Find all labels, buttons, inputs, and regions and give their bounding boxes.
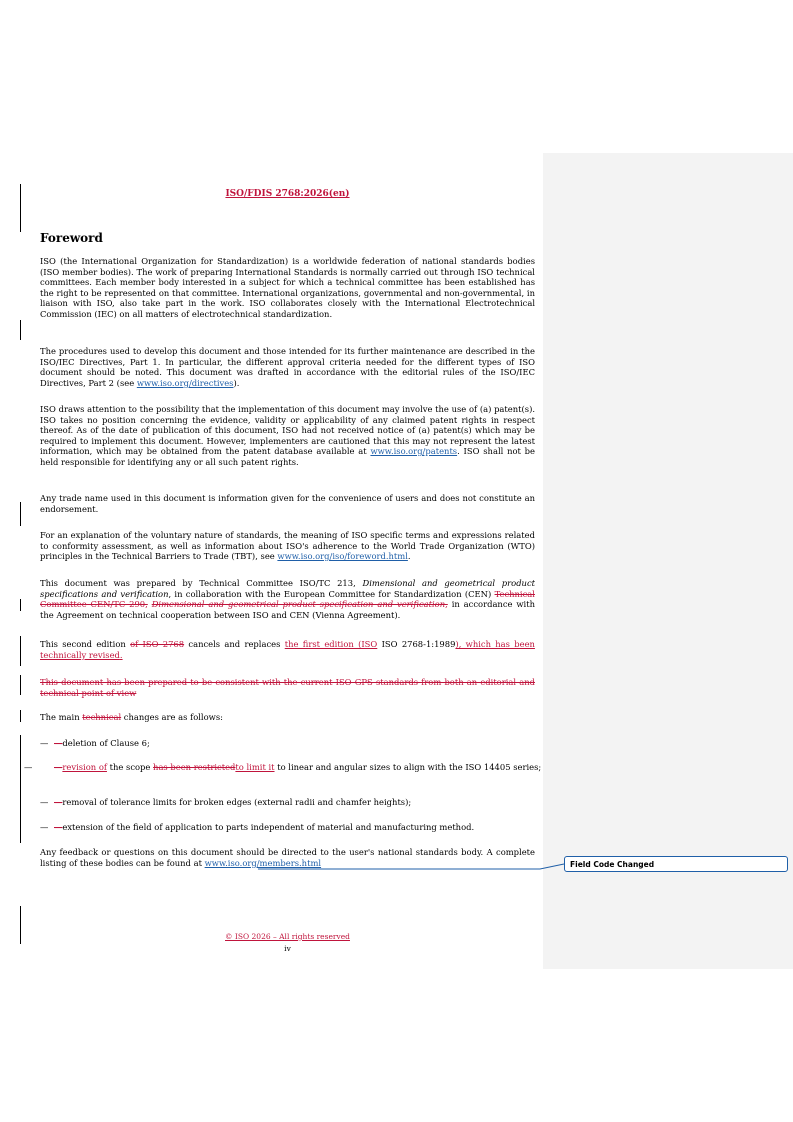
list-dash: —: [40, 797, 49, 807]
change-bar: [20, 320, 21, 340]
inserted-text: ), which has been technically revised: [40, 639, 535, 660]
comment-balloon[interactable]: Field Code Changed: [564, 856, 788, 872]
text: Any feedback or questions on this document should be directed to the user's national standards body. A complete listing of these bodies can be found at: [40, 847, 535, 868]
list-item-text: removal of tolerance limits for broken edges (external radii and chamfer heights);: [62, 797, 412, 807]
list-item-text: deletion of Clause 6;: [62, 738, 150, 748]
inserted-text: revision of: [62, 762, 107, 772]
change-bar: [20, 710, 21, 722]
list-item: [40, 738, 535, 749]
paragraph-voluntary-nature: [40, 530, 535, 562]
committee-title: Dimensional and geometrical product specifications and verification: [40, 578, 536, 599]
list-item: [24, 762, 551, 773]
list-dash: —: [24, 762, 33, 772]
footer-copyright: © ISO 2026 – All rights reserved: [225, 932, 350, 941]
deleted-text: of ISO 2768: [130, 639, 185, 649]
foreword-link[interactable]: www.iso.org/iso/foreword.html: [277, 551, 408, 561]
paragraph-prepared-by: [40, 578, 535, 620]
text: .: [407, 551, 411, 561]
deleted-text: technical: [82, 712, 122, 722]
text: the scope: [109, 762, 151, 772]
deleted-text: This document has been prepared to be consistent with the current ISO GPS standards from both an editorial and technical point of view: [40, 677, 535, 698]
paragraph-trade-name: Any trade name used in this document is information given for the convenience of users and does not constitute an endorsement.: [40, 493, 535, 514]
paragraph-second-edition: [40, 639, 535, 660]
paragraph-iso-intro: ISO (the International Organization for Standardization) is a worldwide federation of national standards bodies (ISO member bodies). The work of preparing International Standards is normally carried out through ISO technical committees. Each member body interested in a subject for which a technical committee has been established has the right to be represented on that committee. International organizations, governmental and non-governmental, in liaison with ISO, also take part in the work. ISO collaborates closely with the International Electrotechnical Commission (IEC) on all matters of electrotechnical standardization.: [40, 256, 535, 319]
inserted-text: to limit it: [235, 762, 275, 772]
change-bar: [20, 599, 21, 611]
text: The procedures used to develop this document and those intended for its further maintenance are described in the ISO/IEC Directives, Part 1. In particular, the different approval criteria needed for the different types of ISO document should be noted. This document was drafted in accordance with the editorial rules of the ISO/IEC Directives, Part 2 (see: [40, 346, 535, 388]
paragraph-procedures: [40, 346, 535, 388]
deleted-dash: —: [54, 738, 63, 748]
footer-page-number: iv: [284, 944, 291, 953]
members-link[interactable]: www.iso.org/members.html: [204, 857, 322, 868]
directives-link[interactable]: www.iso.org/directives: [136, 377, 234, 388]
list-item: [40, 822, 535, 833]
change-bar: [20, 502, 21, 526]
deleted-dash: —: [54, 797, 63, 807]
paragraph-main-changes: [40, 712, 535, 723]
text: ).: [233, 377, 240, 388]
deleted-dash: —: [54, 762, 63, 772]
change-bar: [20, 906, 21, 944]
text: This document was prepared by Technical Committee ISO/TC 213,: [40, 578, 356, 588]
text: ISO 2768-1:1989: [381, 639, 456, 649]
paragraph-deleted-consistency: [40, 677, 535, 698]
inserted-text: the first edition (ISO: [284, 639, 378, 649]
list-dash: —: [40, 738, 49, 748]
deleted-text: Technical Committee CEN/TC 290,: [40, 588, 535, 609]
foreword-heading: Foreword: [40, 231, 103, 245]
change-bar: [20, 636, 21, 666]
change-bar: [20, 675, 21, 695]
change-bar: [20, 735, 21, 843]
document-id: ISO/FDIS 2768:2026(en): [225, 189, 350, 199]
list-item: [40, 797, 535, 808]
paragraph-patents: [40, 404, 535, 467]
list-item-text: extension of the field of application to parts independent of material and manufacturing method.: [62, 822, 475, 832]
deleted-text: has been restricted: [153, 762, 236, 772]
text: , in collaboration with the European Committee for Standardization (CEN): [168, 588, 492, 599]
patents-link[interactable]: www.iso.org/patents: [370, 446, 458, 456]
comments-margin-panel: [543, 153, 793, 969]
text: to linear and angular sizes to align with the ISO 14405 series;: [277, 762, 542, 772]
deleted-text: Dimensional and geometrical product specification and verification,: [151, 599, 448, 609]
text: ISO draws attention to the possibility that the implementation of this document may involve the use of (a) patent(s). ISO takes no position concerning the evidence, validity or applicability of any claimed patent rights in respect thereof. As of the date of publication of this document, ISO had not received notice of (a) patent(s) which may be required to implement this document. However, implementers are cautioned that this may not represent the latest information, which may be obtained from the patent database available at: [40, 404, 535, 456]
text: This second edition: [40, 639, 126, 649]
change-bar: [20, 184, 21, 232]
text: cancels and replaces: [188, 639, 281, 649]
text: in accordance with the Agreement on technical cooperation between ISO and CEN (Vienna Agreement).: [40, 599, 535, 620]
text: For an explanation of the voluntary nature of standards, the meaning of ISO specific terms and expressions related to conformity assessment, as well as information about ISO's adherence to the World Trade Organization (WTO) principles in the Technical Barriers to Trade (TBT), see: [40, 530, 535, 561]
inserted-text: .: [119, 649, 123, 660]
deleted-dash: —: [54, 822, 63, 832]
text: The main: [40, 712, 80, 722]
list-dash: —: [40, 822, 49, 832]
text: . ISO shall not be held responsible for identifying any or all such patent rights.: [40, 446, 536, 467]
text: changes are as follows:: [123, 712, 223, 722]
paragraph-feedback: [40, 847, 535, 868]
